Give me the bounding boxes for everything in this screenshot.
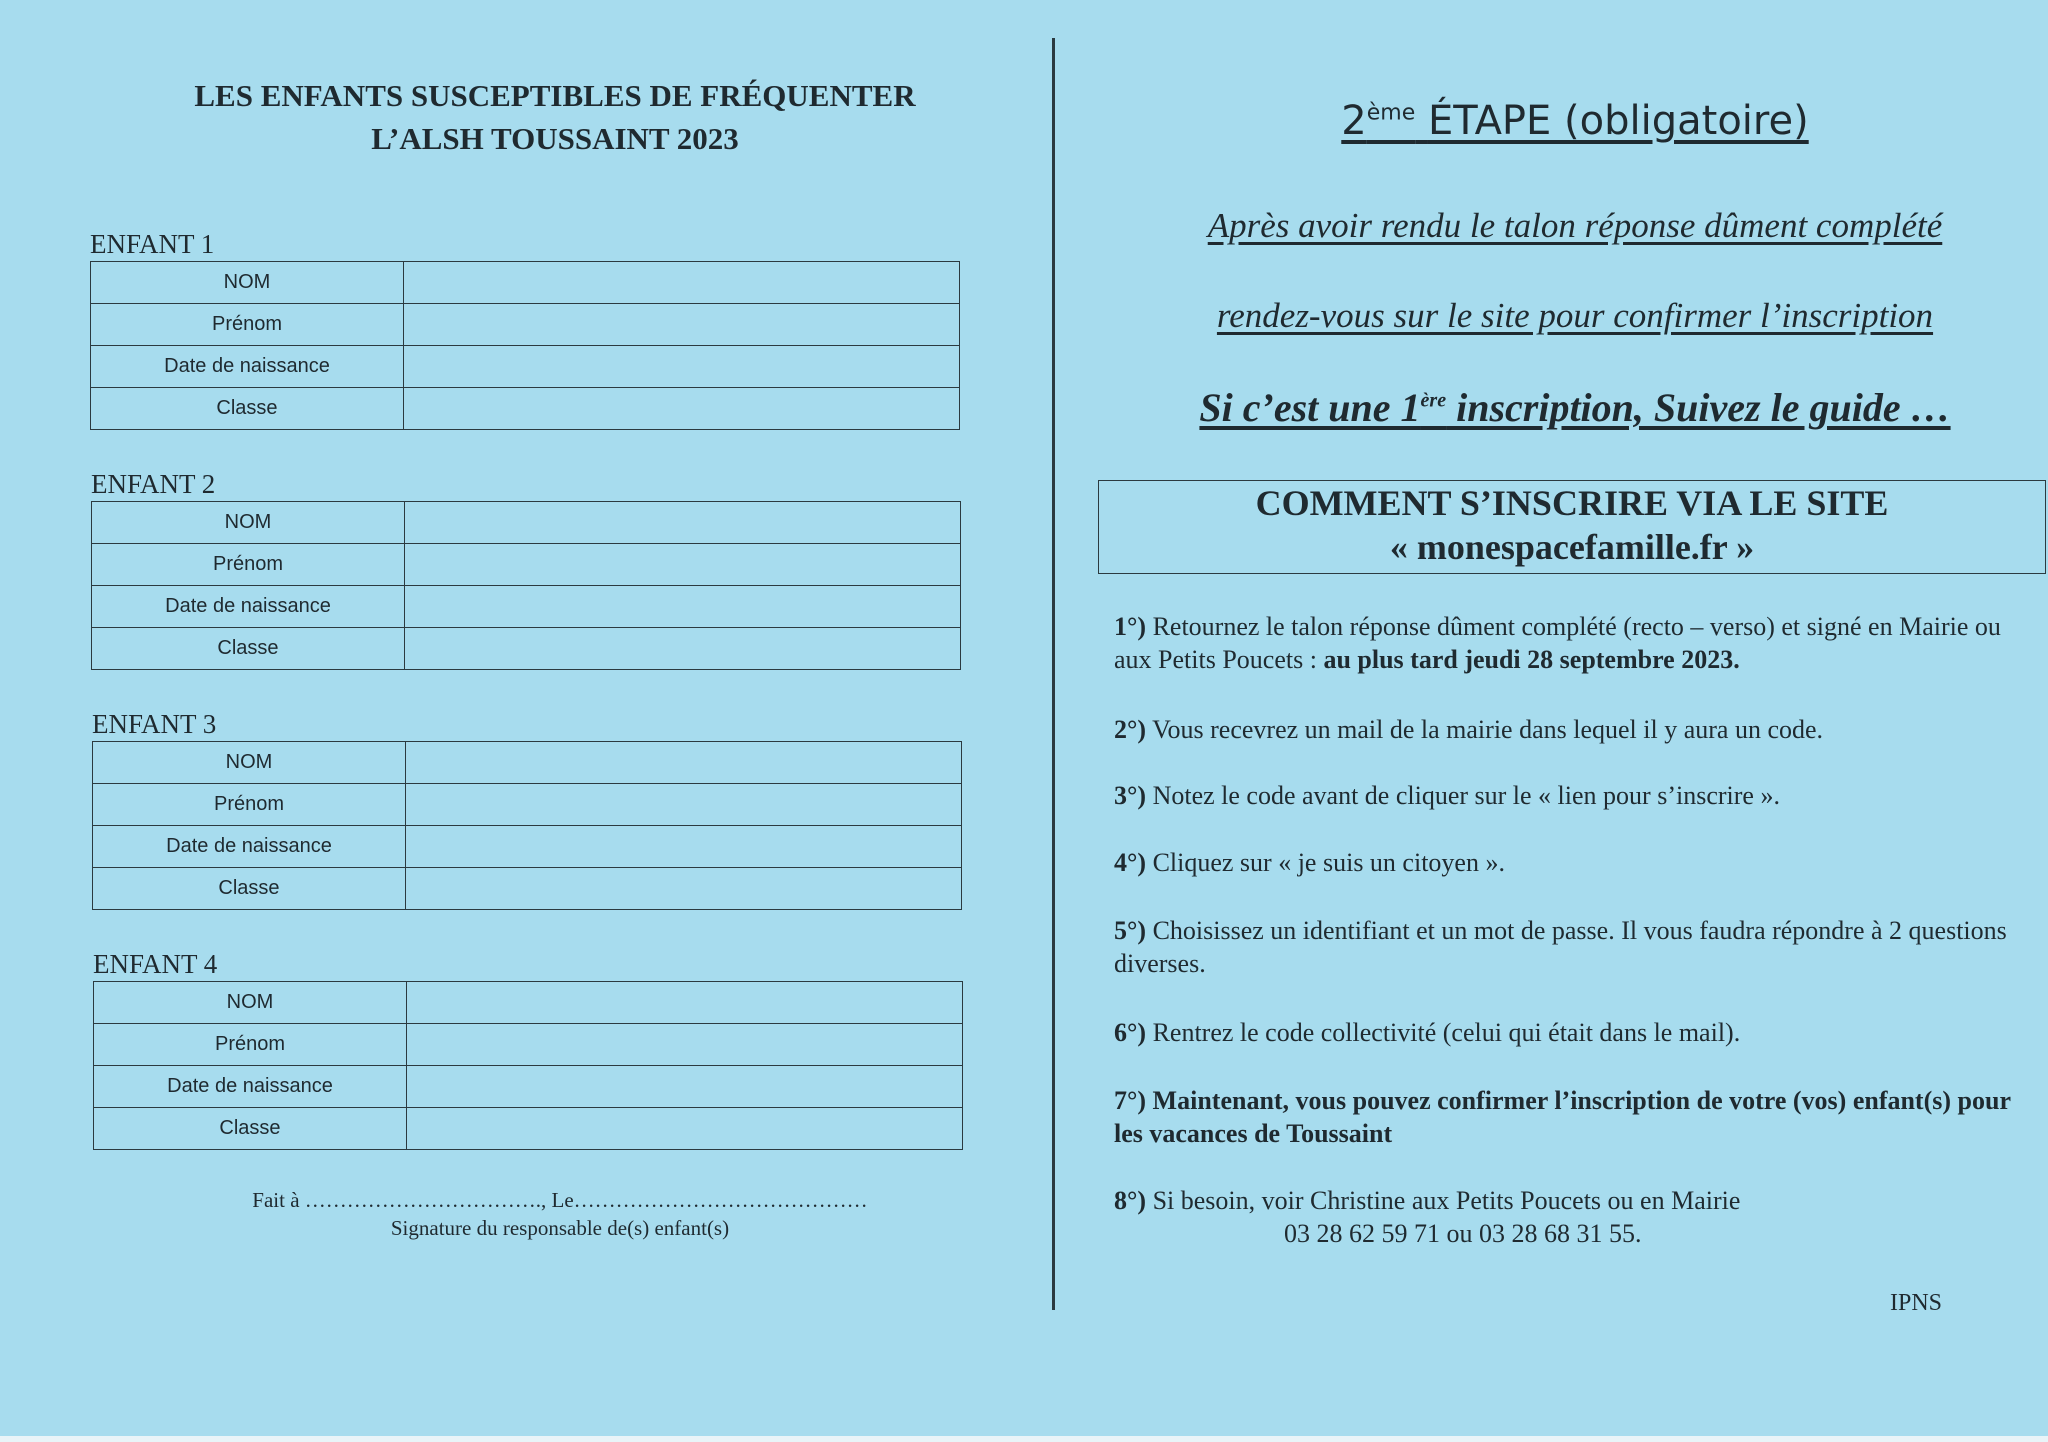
step-1 bbox=[1114, 610, 2014, 676]
field-label: Classe bbox=[93, 868, 406, 910]
step-number: 8°) bbox=[1114, 1186, 1147, 1215]
field-label: Classe bbox=[92, 628, 405, 670]
field-label: NOM bbox=[91, 262, 404, 304]
step-5 bbox=[1114, 914, 2014, 980]
field-input[interactable] bbox=[405, 628, 961, 670]
signature-caption: Signature du responsable de(s) enfant(s) bbox=[390, 1216, 730, 1240]
table-row bbox=[92, 628, 961, 670]
enfant-block-1 bbox=[90, 228, 962, 430]
step-text: Retournez le talon réponse dûment complété (recto – verso) et signé en Mairie ou aux Petits Poucets : bbox=[1114, 612, 2001, 674]
enfant-block-4 bbox=[93, 948, 965, 1150]
field-input[interactable] bbox=[406, 868, 962, 910]
enfant-table bbox=[91, 501, 961, 670]
site-box bbox=[1098, 480, 2046, 574]
etape-number: 2 bbox=[1341, 98, 1367, 144]
box-title: COMMENT S’INSCRIRE VIA LE SITE bbox=[1255, 483, 1889, 523]
instruction-line-2: rendez-vous sur le site pour confirmer l’inscription bbox=[1216, 296, 1934, 335]
step-text: Notez le code avant de cliquer sur le « lien pour s’inscrire ». bbox=[1146, 781, 1780, 810]
field-input[interactable] bbox=[406, 826, 962, 868]
field-input[interactable] bbox=[406, 742, 962, 784]
table-row bbox=[91, 346, 960, 388]
step-number: 6°) bbox=[1114, 1018, 1147, 1047]
field-label: Classe bbox=[94, 1108, 407, 1150]
field-input[interactable] bbox=[404, 262, 960, 304]
enfant-block-3 bbox=[92, 708, 964, 910]
instruction-line-1: Après avoir rendu le talon réponse dûment complété bbox=[1207, 206, 1943, 245]
step-text: Si besoin, voir Christine aux Petits Poucets ou en Mairie bbox=[1146, 1186, 1741, 1215]
box-site-name: « monespacefamille.fr » bbox=[1389, 527, 1755, 567]
step-7: 7°) Maintenant, vous pouvez confirmer l’inscription de votre (vos) enfant(s) pour les vacances de Toussaint bbox=[1114, 1086, 2011, 1148]
field-label: Prénom bbox=[94, 1024, 407, 1066]
field-input[interactable] bbox=[405, 544, 961, 586]
field-label: Prénom bbox=[92, 544, 405, 586]
field-input[interactable] bbox=[407, 1066, 963, 1108]
fold-line bbox=[1052, 38, 1055, 1310]
table-row bbox=[93, 826, 962, 868]
left-title bbox=[110, 74, 1000, 160]
enfant-table bbox=[90, 261, 960, 430]
step-text: Cliquez sur « je suis un citoyen ». bbox=[1146, 848, 1505, 877]
table-row bbox=[94, 1024, 963, 1066]
line3-end: inscription, Suivez le guide … bbox=[1446, 385, 1951, 430]
step-4 bbox=[1114, 846, 2014, 879]
table-row bbox=[92, 544, 961, 586]
table-row bbox=[92, 502, 961, 544]
signature-section bbox=[120, 1186, 1000, 1242]
step-text: Choisissez un identifiant et un mot de passe. Il vous faudra répondre à 2 questions diverses. bbox=[1114, 916, 2007, 978]
step-3 bbox=[1114, 779, 2014, 812]
step-number: 1°) bbox=[1114, 612, 1147, 641]
enfant-block-2 bbox=[91, 468, 963, 670]
phone-numbers: 03 28 62 59 71 ou 03 28 68 31 55. bbox=[1284, 1219, 1642, 1248]
line3-superscript: ère bbox=[1420, 389, 1447, 412]
etape-underlined bbox=[1341, 98, 1808, 144]
table-row bbox=[92, 586, 961, 628]
line3-start: Si c’est une 1 bbox=[1199, 385, 1421, 430]
field-label: Date de naissance bbox=[92, 586, 405, 628]
title-line-1: LES ENFANTS SUSCEPTIBLES DE FRÉQUENTER bbox=[194, 78, 916, 113]
table-row bbox=[93, 868, 962, 910]
enfant-label: ENFANT 2 bbox=[91, 469, 216, 499]
field-label: NOM bbox=[93, 742, 406, 784]
field-label: Date de naissance bbox=[93, 826, 406, 868]
step-text: Vous recevrez un mail de la mairie dans lequel il y aura un code. bbox=[1146, 715, 1824, 744]
field-input[interactable] bbox=[404, 346, 960, 388]
enfant-label: ENFANT 4 bbox=[93, 949, 218, 979]
field-input[interactable] bbox=[406, 784, 962, 826]
table-row bbox=[93, 742, 962, 784]
field-input[interactable] bbox=[404, 388, 960, 430]
step-number: 5°) bbox=[1114, 916, 1147, 945]
field-input[interactable] bbox=[407, 982, 963, 1024]
step-number: 2°) bbox=[1114, 715, 1147, 744]
ipns-mark: IPNS bbox=[1890, 1290, 1943, 1316]
etape-superscript: ème bbox=[1366, 100, 1416, 126]
etape-heading bbox=[1100, 98, 2048, 144]
step-6 bbox=[1114, 1016, 2014, 1049]
field-label: Date de naissance bbox=[94, 1066, 407, 1108]
step-text: Rentrez le code collectivité (celui qui était dans le mail). bbox=[1146, 1018, 1741, 1047]
step-number: 3°) bbox=[1114, 781, 1147, 810]
instruction-line-3 bbox=[1100, 384, 2048, 431]
enfant-label: ENFANT 3 bbox=[92, 709, 217, 739]
table-row bbox=[91, 304, 960, 346]
field-input[interactable] bbox=[405, 586, 961, 628]
step-2 bbox=[1114, 713, 2014, 746]
field-label: Prénom bbox=[93, 784, 406, 826]
step-8 bbox=[1114, 1184, 2014, 1250]
enfant-table bbox=[93, 981, 963, 1150]
field-input[interactable] bbox=[405, 502, 961, 544]
table-row bbox=[93, 784, 962, 826]
etape-text: ÉTAPE (obligatoire) bbox=[1427, 98, 1809, 144]
fait-a-line[interactable]: Fait à ……………………………., Le…………………………………… bbox=[252, 1188, 868, 1212]
field-label: Classe bbox=[91, 388, 404, 430]
table-row bbox=[91, 262, 960, 304]
enfant-table bbox=[92, 741, 962, 910]
step-deadline: au plus tard jeudi 28 septembre 2023. bbox=[1323, 645, 1740, 674]
paper-edge bbox=[0, 1436, 2048, 1442]
step-number: 4°) bbox=[1114, 848, 1147, 877]
title-line-2: L’ALSH TOUSSAINT 2023 bbox=[371, 121, 739, 156]
table-row bbox=[91, 388, 960, 430]
enfant-label: ENFANT 1 bbox=[90, 229, 215, 259]
field-label: NOM bbox=[92, 502, 405, 544]
field-label: Prénom bbox=[91, 304, 404, 346]
table-row bbox=[94, 1066, 963, 1108]
field-label: Date de naissance bbox=[91, 346, 404, 388]
field-label: NOM bbox=[94, 982, 407, 1024]
table-row bbox=[94, 1108, 963, 1150]
field-input[interactable] bbox=[407, 1108, 963, 1150]
field-input[interactable] bbox=[404, 304, 960, 346]
table-row bbox=[94, 982, 963, 1024]
field-input[interactable] bbox=[407, 1024, 963, 1066]
